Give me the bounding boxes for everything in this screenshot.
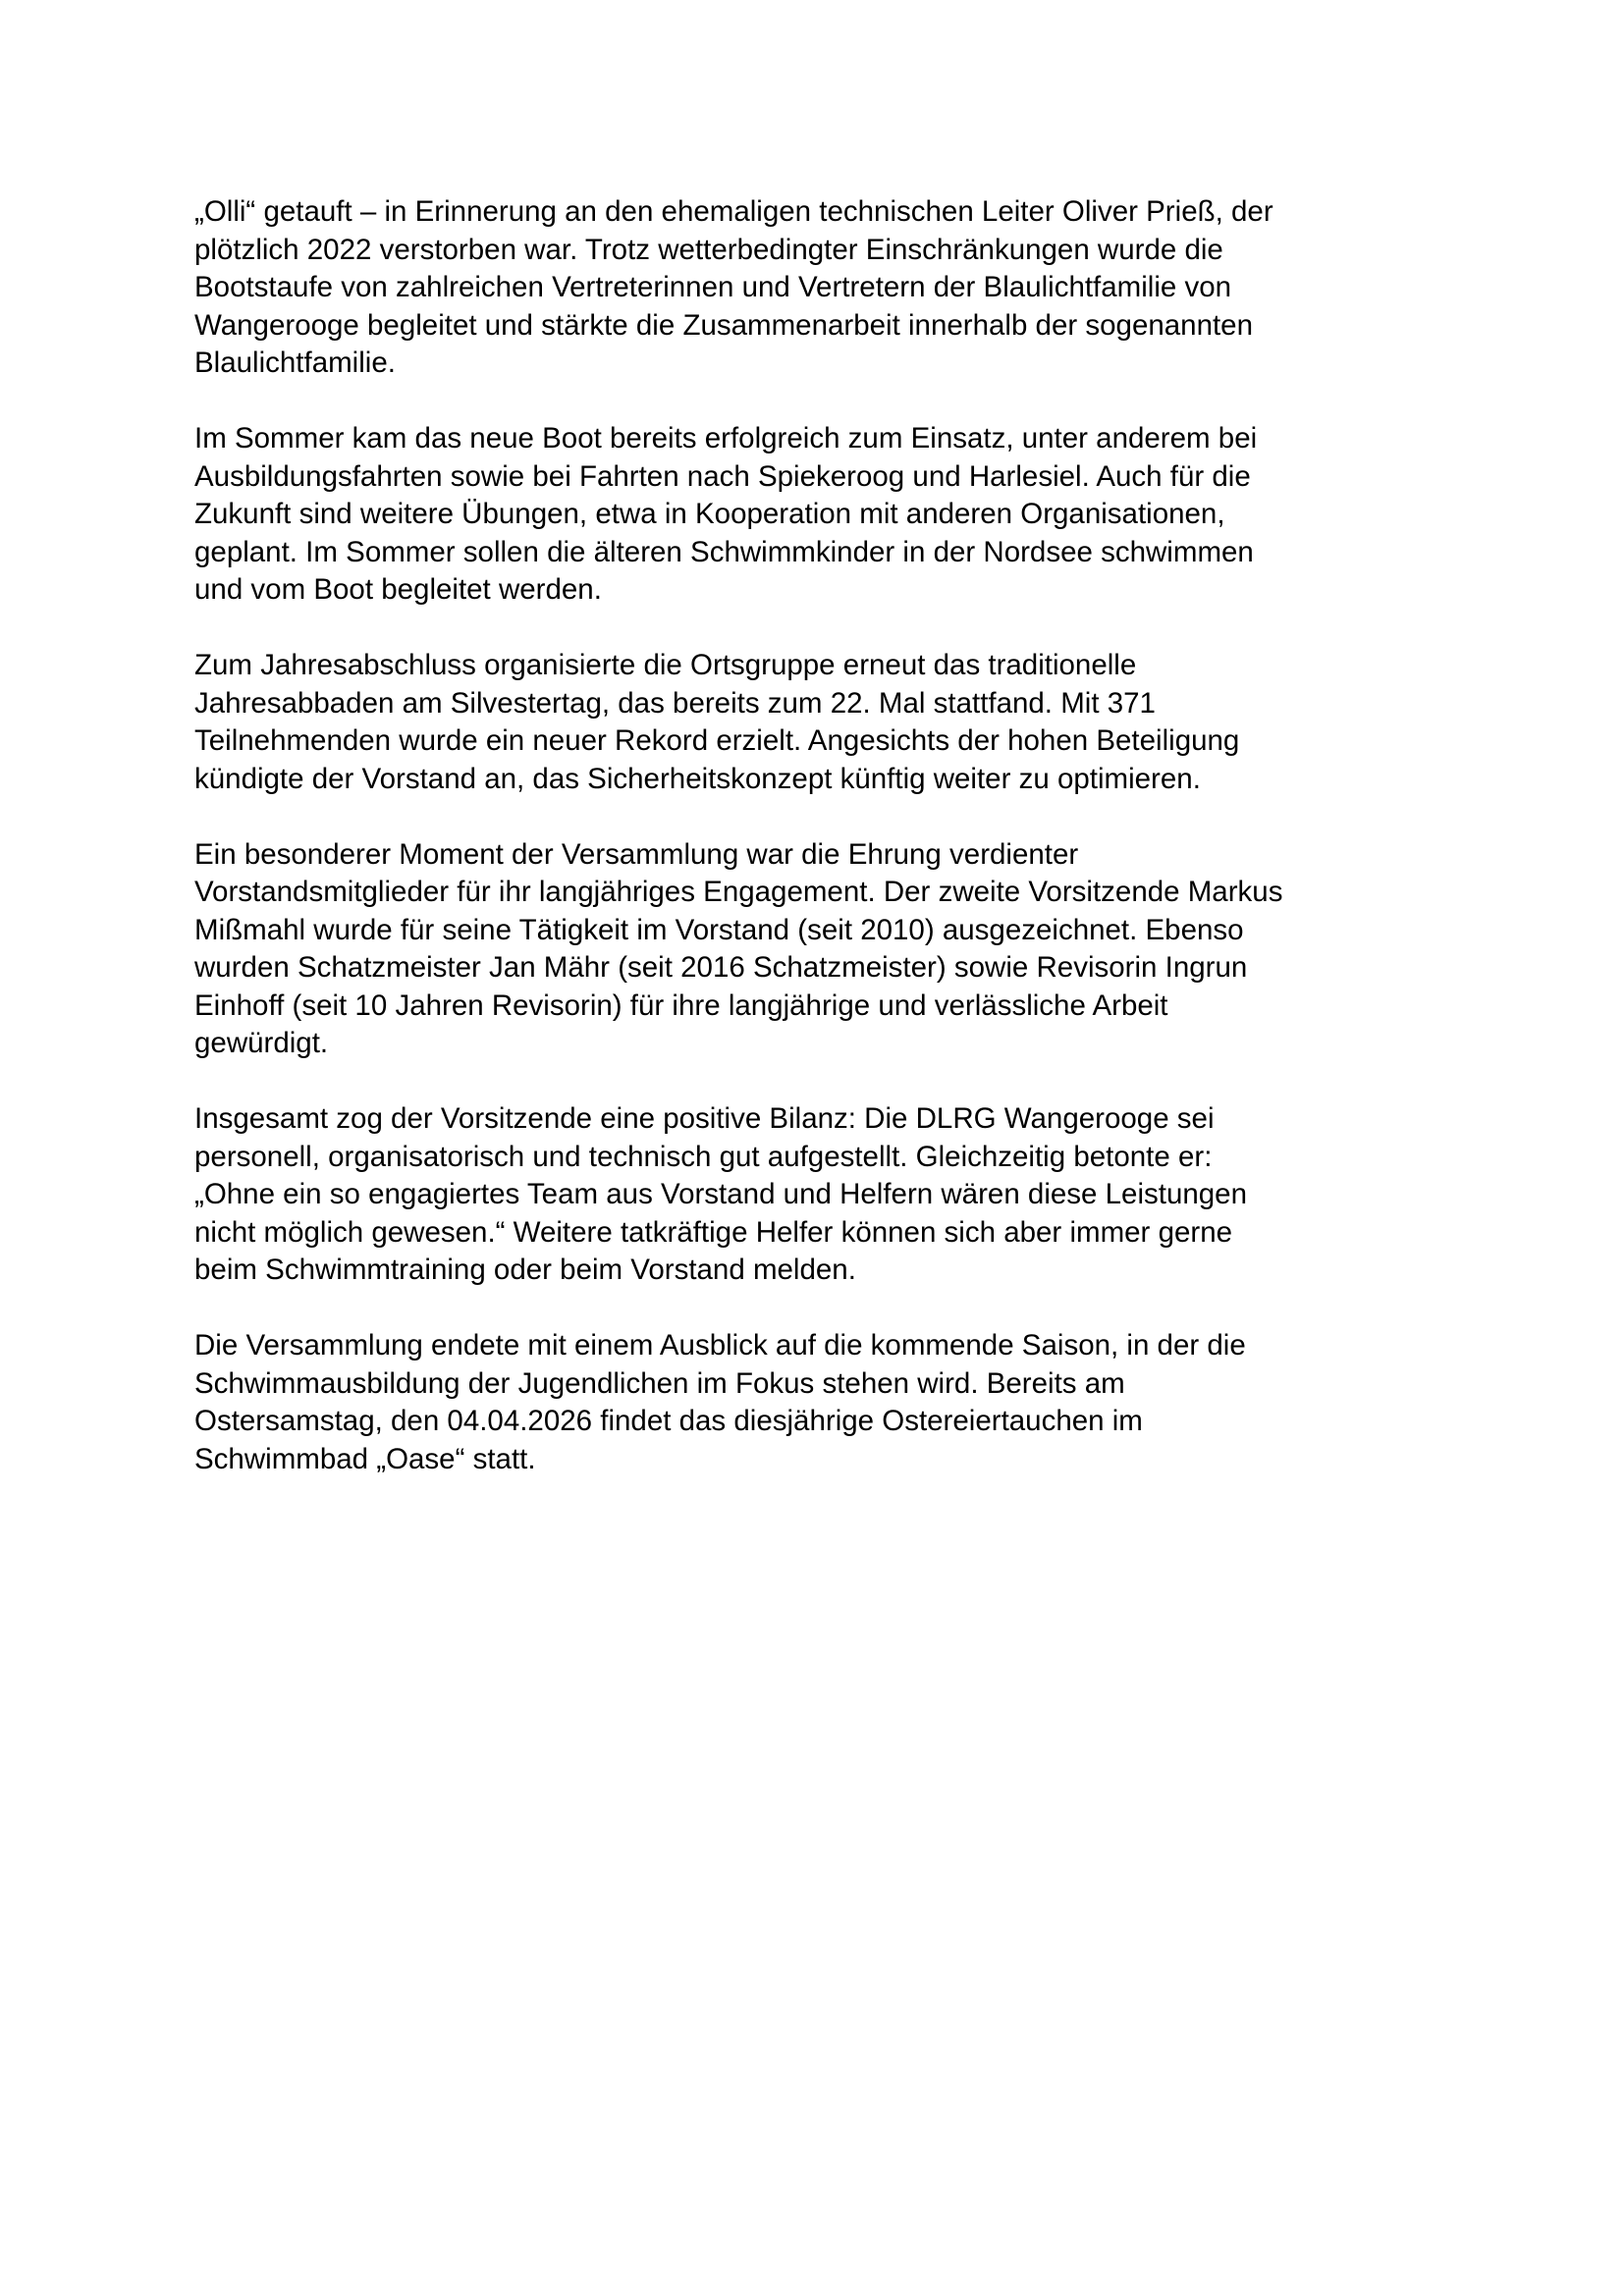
text-line: plötzlich 2022 verstorben war. Trotz wetterbedingter Einschränkungen wurde die: [194, 233, 1223, 266]
article-body: [194, 193, 1441, 1517]
text-line: Teilnehmenden wurde ein neuer Rekord erzielt. Angesichts der hohen Beteiligung: [194, 724, 1240, 757]
text-line: Blaulichtfamilie.: [194, 347, 396, 379]
text-line: Bootstaufe von zahlreichen Vertreterinnen und Vertretern der Blaulichtfamilie von: [194, 271, 1232, 303]
text-line: Ausbildungsfahrten sowie bei Fahrten nach Spiekeroog und Harlesiel. Auch für die: [194, 459, 1251, 493]
paragraph-outlook: [194, 1327, 1441, 1478]
text-line: Einhoff (seit 10 Jahren Revisorin) für ihre langjährige und verlässliche Arbeit: [194, 988, 1168, 1022]
paragraph-summer-operations: [194, 420, 1441, 610]
text-line: Die Versammlung endete mit einem Ausblick auf die kommende Saison, in der die: [194, 1329, 1246, 1362]
paragraph-summary: [194, 1100, 1441, 1290]
paragraph-boat-naming: [194, 193, 1441, 383]
text-line: „Olli“ getauft – in Erinnerung an den ehemaligen technischen Leiter Oliver Prieß, der: [194, 195, 1273, 228]
paragraph-honors: [194, 836, 1441, 1063]
text-line: Insgesamt zog der Vorsitzende eine positive Bilanz: Die DLRG Wangerooge sei: [194, 1102, 1215, 1135]
text-line: Schwimmbad „Oase“ statt.: [194, 1442, 536, 1475]
text-line: personell, organisatorisch und technisch gut aufgestellt. Gleichzeitig betonte er:: [194, 1140, 1213, 1173]
text-line: Im Sommer kam das neue Boot bereits erfolgreich zum Einsatz, unter anderem bei: [194, 422, 1258, 454]
text-line: Zum Jahresabschluss organisierte die Ortsgruppe erneut das traditionelle: [194, 649, 1137, 681]
text-line: geplant. Im Sommer sollen die älteren Schwimmkinder in der Nordsee schwimmen: [194, 535, 1254, 568]
text-line: Zukunft sind weitere Übungen, etwa in Kooperation mit anderen Organisationen,: [194, 498, 1225, 530]
paragraph-year-end-swim: [194, 647, 1441, 798]
text-line: Schwimmausbildung der Jugendlichen im Fokus stehen wird. Bereits am: [194, 1366, 1125, 1400]
text-line: und vom Boot begleitet werden.: [194, 573, 602, 606]
text-line: Ein besonderer Moment der Versammlung war die Ehrung verdienter: [194, 837, 1079, 871]
text-line: Jahresabbaden am Silvestertag, das bereits zum 22. Mal stattfand. Mit 371: [194, 686, 1156, 720]
text-line: wurden Schatzmeister Jan Mähr (seit 2016 Schatzmeister) sowie Revisorin Ingrun: [194, 951, 1248, 984]
text-line: Wangerooge begleitet und stärkte die Zusammenarbeit innerhalb der sogenannten: [194, 308, 1253, 342]
text-line: Mißmahl wurde für seine Tätigkeit im Vorstand (seit 2010) ausgezeichnet. Ebenso: [194, 913, 1244, 946]
text-line: beim Schwimmtraining oder beim Vorstand melden.: [194, 1254, 856, 1286]
text-line: kündigte der Vorstand an, das Sicherheitskonzept künftig weiter zu optimieren.: [194, 762, 1201, 795]
text-line: „Ohne ein so engagiertes Team aus Vorstand und Helfern wären diese Leistungen: [194, 1178, 1247, 1210]
text-line: Ostersamstag, den 04.04.2026 findet das diesjährige Ostereiertauchen im: [194, 1405, 1143, 1437]
text-line: gewürdigt.: [194, 1027, 329, 1059]
text-line: Vorstandsmitglieder für ihr langjähriges Engagement. Der zweite Vorsitzende Markus: [194, 876, 1283, 908]
text-line: nicht möglich gewesen.“ Weitere tatkräftige Helfer können sich aber immer gerne: [194, 1215, 1233, 1249]
